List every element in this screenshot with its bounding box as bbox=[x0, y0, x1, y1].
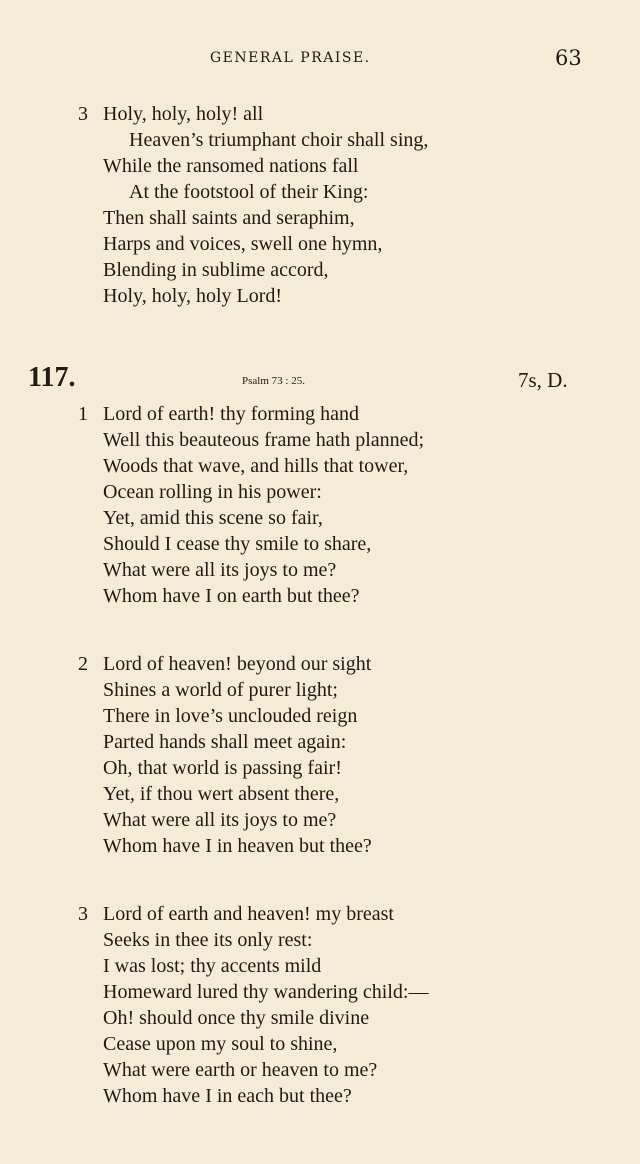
running-head: GENERAL PRAISE. bbox=[210, 50, 371, 66]
verse-line: Oh! should once thy smile divine bbox=[103, 1007, 370, 1029]
verse-line: Well this beauteous frame hath planned; bbox=[103, 429, 425, 451]
verse-line: Parted hands shall meet again: bbox=[103, 731, 347, 753]
stanza-1 bbox=[78, 401, 598, 609]
verse-line: Heaven’s triumphant choir shall sing, bbox=[129, 129, 429, 151]
verse-line: Then shall saints and seraphim, bbox=[103, 207, 355, 229]
verse-line: Woods that wave, and hills that tower, bbox=[103, 455, 409, 477]
verse-line: Holy, holy, holy Lord! bbox=[103, 285, 283, 307]
verse-line: Blending in sublime accord, bbox=[103, 259, 329, 281]
scripture-reference: Psalm 73 : 25. bbox=[242, 375, 305, 387]
page-number: 63 bbox=[555, 46, 582, 70]
stanza-number: 3 bbox=[78, 903, 88, 925]
verse-line: There in love’s unclouded reign bbox=[103, 705, 358, 727]
verse-line: At the footstool of their King: bbox=[129, 181, 369, 203]
stanza-2 bbox=[78, 651, 598, 859]
verse-line: Whom have I in heaven but thee? bbox=[103, 835, 372, 857]
verse-line: Holy, holy, holy! all bbox=[103, 103, 264, 125]
stanza-3 bbox=[78, 901, 598, 1109]
hymn-number: 117. bbox=[28, 362, 76, 393]
verse-line: Yet, if thou wert absent there, bbox=[103, 783, 340, 805]
verse-line: What were all its joys to me? bbox=[103, 559, 337, 581]
verse-line: Yet, amid this scene so fair, bbox=[103, 507, 323, 529]
verse-line: What were all its joys to me? bbox=[103, 809, 337, 831]
verse-line: Harps and voices, swell one hymn, bbox=[103, 233, 383, 255]
verse-line: Seeks in thee its only rest: bbox=[103, 929, 313, 951]
verse-line: I was lost; thy accents mild bbox=[103, 955, 322, 977]
verse-line: Cease upon my soul to shine, bbox=[103, 1033, 338, 1055]
verse-line: Shines a world of purer light; bbox=[103, 679, 338, 701]
stanza-number: 2 bbox=[78, 653, 88, 675]
verse-line: Lord of earth and heaven! my breast bbox=[103, 903, 394, 925]
verse-line: Whom have I on earth but thee? bbox=[103, 585, 360, 607]
verse-line: Should I cease thy smile to share, bbox=[103, 533, 372, 555]
verse-line: Lord of earth! thy forming hand bbox=[103, 403, 360, 425]
stanza-number: 3 bbox=[78, 103, 88, 125]
verse-line: What were earth or heaven to me? bbox=[103, 1059, 378, 1081]
verse-line: Oh, that world is passing fair! bbox=[103, 757, 342, 779]
verse-line: Homeward lured thy wandering child:— bbox=[103, 981, 429, 1003]
verse-line: Ocean rolling in his power: bbox=[103, 481, 322, 503]
verse-line: Lord of heaven! beyond our sight bbox=[103, 653, 372, 675]
verse-line: Whom have I in each but thee? bbox=[103, 1085, 352, 1107]
hymn-meter: 7s, D. bbox=[518, 368, 568, 392]
stanza-number: 1 bbox=[78, 403, 88, 425]
verse-line: While the ransomed nations fall bbox=[103, 155, 359, 177]
stanza-prev-hymn-3 bbox=[78, 101, 598, 309]
